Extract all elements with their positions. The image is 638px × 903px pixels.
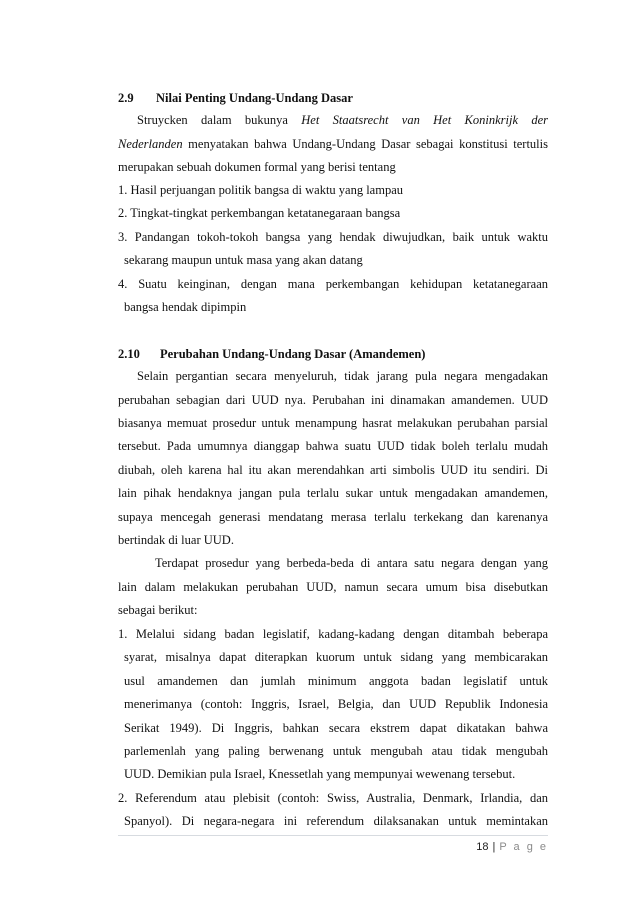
list-item: 2. Referendum atau plebisit (contoh: Swiss, Australia, Denmark, Irlandia, dan (118, 791, 548, 805)
paragraph-line: supaya mencegah generasi mendatang merasa terlalu terkekang dan karenanya (118, 510, 548, 524)
text-run: Struycken dalam bukunya (137, 113, 302, 127)
list-item-continuation: Serikat 1949). Di Inggris, bahkan secara ekstrem dapat dikatakan bahwa (124, 721, 548, 735)
list-item-continuation: UUD. Demikian pula Israel, Knessetlah yang mempunyai wewenang tersebut. (124, 767, 516, 781)
section-number: 2.10 (118, 347, 140, 361)
paragraph-line: lain pihak hendaknya jangan pula terlalu sukar untuk mengadakan amandemen, (118, 486, 548, 500)
list-item-continuation: syarat, misalnya dapat diterapkan kuorum untuk sidang yang membicarakan (124, 650, 548, 664)
list-item-continuation: parlemenlah yang paling berwenang untuk mengubah atau tidak mengubah (124, 744, 548, 758)
list-item: 3. Pandangan tokoh-tokoh bangsa yang hendak diwujudkan, baik untuk waktu (118, 230, 548, 244)
paragraph-line: bertindak di luar UUD. (118, 533, 234, 547)
paragraph-line: sebagai berikut: (118, 603, 198, 617)
page-number: 18 (476, 841, 489, 853)
list-item: 2. Tingkat-tingkat perkembangan ketatanegaraan bangsa (118, 206, 401, 220)
paragraph-line: perubahan sebagian dari UUD nya. Perubahan ini dinamakan amandemen. UUD (118, 393, 548, 407)
book-title-italic: Het Staatsrecht van Het Koninkrijk der (301, 113, 548, 127)
section-title: Nilai Penting Undang-Undang Dasar (156, 91, 353, 105)
paragraph-line: tersebut. Pada umumnya dianggap bahwa suatu UUD tidak boleh terlalu mudah (118, 439, 548, 453)
page-label: P a g e (499, 841, 548, 853)
list-item: 4. Suatu keinginan, dengan mana perkembangan kehidupan ketatanegaraan (118, 277, 548, 291)
section-heading-2-9 (118, 90, 548, 106)
section-heading-2-10 (118, 346, 548, 362)
section-title: Perubahan Undang-Undang Dasar (Amandemen) (160, 347, 426, 361)
paragraph-line (137, 112, 548, 128)
book-title-italic: Nederlanden (118, 137, 183, 151)
paragraph-line: biasanya memuat prosedur untuk menampung hasrat melakukan perubahan parsial (118, 416, 548, 430)
paragraph-line: lain dalam melakukan perubahan UUD, namun secara umum bisa disebutkan (118, 580, 548, 594)
text-run: menyatakan bahwa Undang-Undang Dasar sebagai konstitusi tertulis (182, 137, 548, 151)
paragraph-line: diubah, oleh karena hal itu akan merendahkan arti simbolis UUD itu sendiri. Di (118, 463, 548, 477)
paragraph-line (118, 136, 548, 152)
footer-divider (118, 835, 548, 836)
list-item: 1. Hasil perjuangan politik bangsa di waktu yang lampau (118, 183, 404, 197)
list-item-continuation: usul amandemen dan jumlah minimum anggota badan legislatif untuk (124, 674, 548, 688)
list-item-continuation: Spanyol). Di negara-negara ini referendum dilaksanakan untuk memintakan (124, 814, 548, 828)
footer-separator: | (492, 841, 496, 853)
paragraph-line: Terdapat prosedur yang berbeda-beda di antara satu negara dengan yang (155, 556, 548, 570)
paragraph-line: Selain pergantian secara menyeluruh, tidak jarang pula negara mengadakan (137, 369, 548, 383)
list-item-continuation: menerimanya (contoh: Inggris, Israel, Belgia, dan UUD Republik Indonesia (124, 697, 548, 711)
section-number: 2.9 (118, 91, 134, 105)
paragraph-line: merupakan sebuah dokumen formal yang berisi tentang (118, 160, 396, 174)
page-footer (476, 841, 548, 853)
list-item-continuation: sekarang maupun untuk masa yang akan datang (124, 253, 363, 267)
list-item: 1. Melalui sidang badan legislatif, kadang-kadang dengan ditambah beberapa (118, 627, 548, 641)
list-item-continuation: bangsa hendak dipimpin (124, 300, 247, 314)
